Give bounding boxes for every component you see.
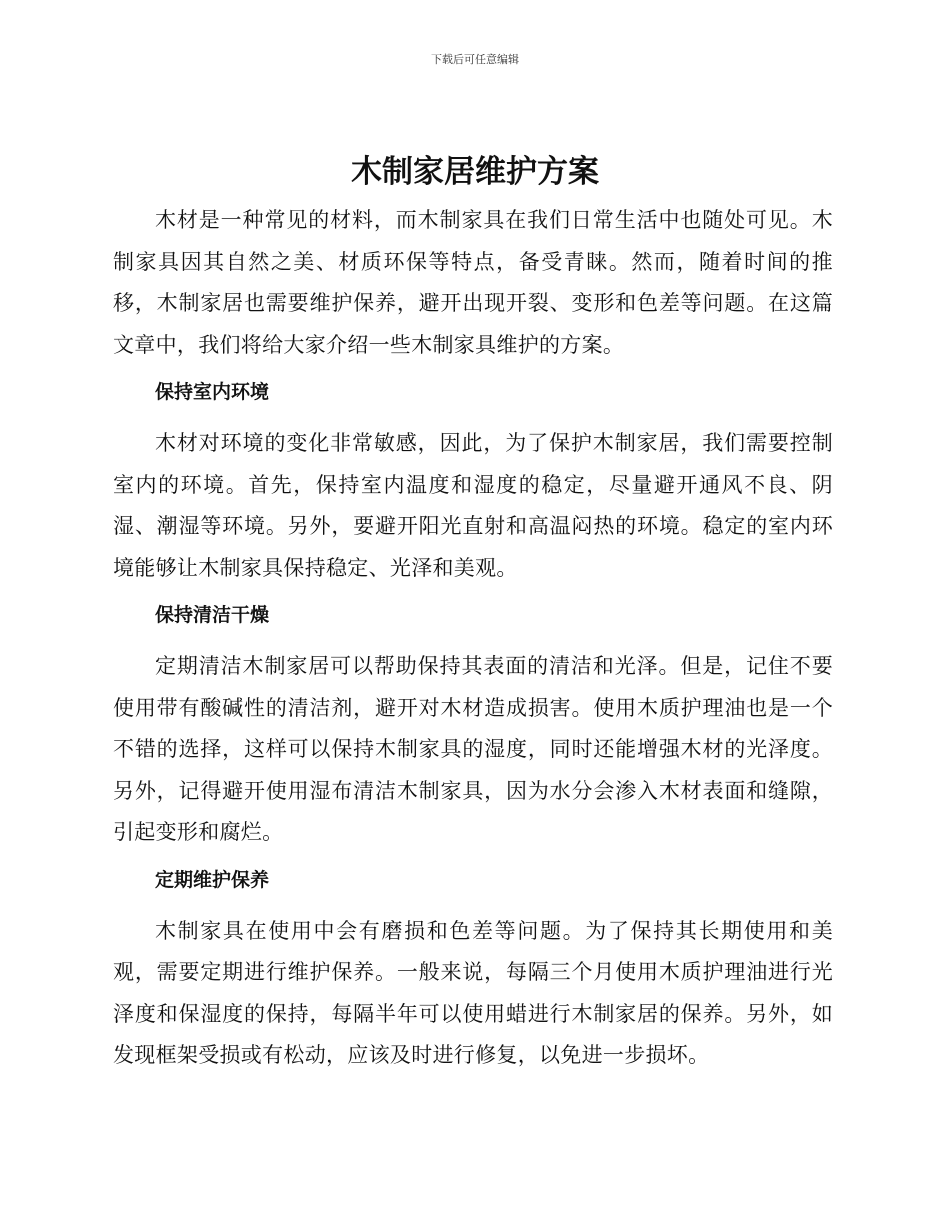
section-body-environment: 木材对环境的变化非常敏感，因此，为了保护木制家居，我们需要控制室内的环境。首先，保持室内温度和湿度的稳定，尽量避开通风不良、阴湿、潮湿等环境。另外，要避开阳光直射和高温闷热的环境。稳定的室内环境能够让木制家具保持稳定、光泽和美观。 [113,431,833,580]
intro-paragraph: 木材是一种常见的材料，而木制家具在我们日常生活中也随处可见。木制家具因其自然之美、材质环保等特点，备受青睐。然而，随着时间的推移，木制家居也需要维护保养，避开出现开裂、变形和色差等问题。在这篇文章中，我们将给大家介绍一些木制家具维护的方案。 [113,208,833,357]
section-heading-cleaning: 保持清洁干燥 [155,604,270,626]
section-body-cleaning: 定期清洁木制家居可以帮助保持其表面的清洁和光泽。但是，记住不要使用带有酸碱性的清洁剂，避开对木材造成损害。使用木质护理油也是一个不错的选择，这样可以保持木制家具的湿度，同时还能增强木材的光泽度。另外，记得避开使用湿布清洁木制家具，因为水分会渗入木材表面和缝隙，引起变形和腐烂。 [113,654,833,844]
section-heading-environment: 保持室内环境 [155,381,270,403]
section-body-maintenance: 木制家具在使用中会有磨损和色差等问题。为了保持其长期使用和美观，需要定期进行维护保养。一般来说，每隔三个月使用木质护理油进行光泽度和保湿度的保持，每隔半年可以使用蜡进行木制家居的保养。另外，如发现框架受损或有松动，应该及时进行修复，以免进一步损坏。 [113,918,833,1067]
document-title: 木制家居维护方案 [351,154,599,190]
document-body [113,200,833,1077]
header-note: 下载后可任意编辑 [431,53,519,66]
section-heading-maintenance: 定期维护保养 [155,868,270,891]
